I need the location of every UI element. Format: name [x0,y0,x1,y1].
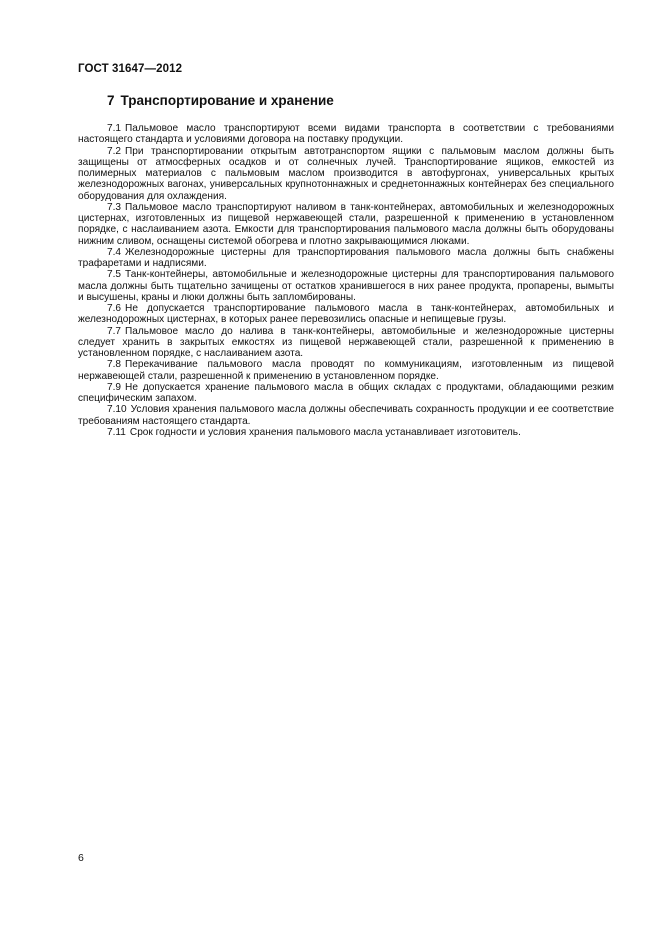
clause-text: При транспортировании открытым автотранспортом ящики с пальмовым маслом должны быть защищены от атмосферных осадков и от солнечных лучей. Транспортирование ящиков, емкостей из полимерных материалов с пальмовым маслом производится в автофургонах, универсальных крытых железнодорожных вагонах, универсальных крупнотоннажных и среднетоннажных контейнерах без специального оборудования для охлаждения. [78,145,614,202]
clause-paragraph [78,382,614,405]
clause-paragraph [78,427,614,438]
clause-number: 7.11 [107,426,126,438]
clause-paragraph [78,269,614,303]
clause-number: 7.5 [107,269,122,281]
clause-text: Срок годности и условия хранения пальмового масла устанавливает изготовитель. [129,426,521,438]
clause-number: 7.3 [107,201,122,213]
section-title-text: Транспортирование и хранение [120,93,334,108]
clause-text: Пальмовое масло транспортируют наливом в танк-контейнерах, автомобильных и железнодорожных цистернах, изготовленных из пищевой нержавеющей стали, разрешенной к применению в установленном порядке, с наслаиванием азота. Емкости для транспортирования пальмового масла должны быть оборудованы нижним сливом, оснащены системой обогрева и плотно закрывающимися люками. [78,201,614,247]
clause-text: Условия хранения пальмового масла должны обеспечивать сохранность продукции и ее соответствие требованиям настоящего стандарта. [78,404,614,427]
clause-text: Железнодорожные цистерны для транспортирования пальмового масла должны быть снабжены трафаретами и надписями. [78,246,614,269]
clause-paragraph [78,202,614,247]
clause-number: 7.6 [107,303,122,314]
section-number: 7 [107,93,115,108]
clause-paragraph [78,146,614,202]
clause-number: 7.8 [107,359,122,371]
page-number: 6 [78,852,84,864]
clause-paragraph [78,404,614,427]
clause-text: Пальмовое масло до налива в танк-контейнеры, автомобильные и железнодорожные цистерны следует хранить в закрытых емкостях из пищевой нержавеющей стали, разрешенной к применению в установленном порядке, с наслаиванием азота. [78,325,614,359]
clause-text: Пальмовое масло транспортируют всеми видами транспорта в соответствии с требованиями настоящего стандарта и условиями договора на поставку продукции. [78,123,614,146]
clause-paragraph [78,247,614,270]
clause-paragraph [78,123,614,146]
standard-code-header: ГОСТ 31647—2012 [78,63,183,75]
clause-text: Не допускается транспортирование пальмового масла в танк-контейнерах, автомобильных и железнодорожных цистернах, в которых ранее перевозились опасные и непищевые грузы. [78,303,614,326]
section-heading [107,93,334,108]
clause-paragraph [78,359,614,382]
clause-number: 7.4 [107,246,122,258]
clause-text: Не допускается хранение пальмового масла в общих складах с продуктами, обладающими резким специфическим запахом. [78,381,614,404]
clause-text: Танк-контейнеры, автомобильные и железнодорожные цистерны для транспортирования пальмового масла должны быть тщательно зачищены от остатков хранившегося в них ранее продукта, пропарены, вымыты и высушены, краны и люки должны быть запломбированы. [78,269,614,303]
clause-number: 7.1 [107,123,122,134]
clause-number: 7.7 [107,325,122,337]
clause-text: Перекачивание пальмового масла проводят по коммуникациям, изготовленным из пищевой нержавеющей стали, разрешенной к применению в установленном порядке. [78,359,614,382]
clause-paragraph [78,326,614,360]
clause-number: 7.9 [107,381,122,393]
clause-number: 7.10 [107,404,127,416]
clause-paragraph [78,303,614,326]
section-body [78,123,614,438]
clause-number: 7.2 [107,145,122,157]
